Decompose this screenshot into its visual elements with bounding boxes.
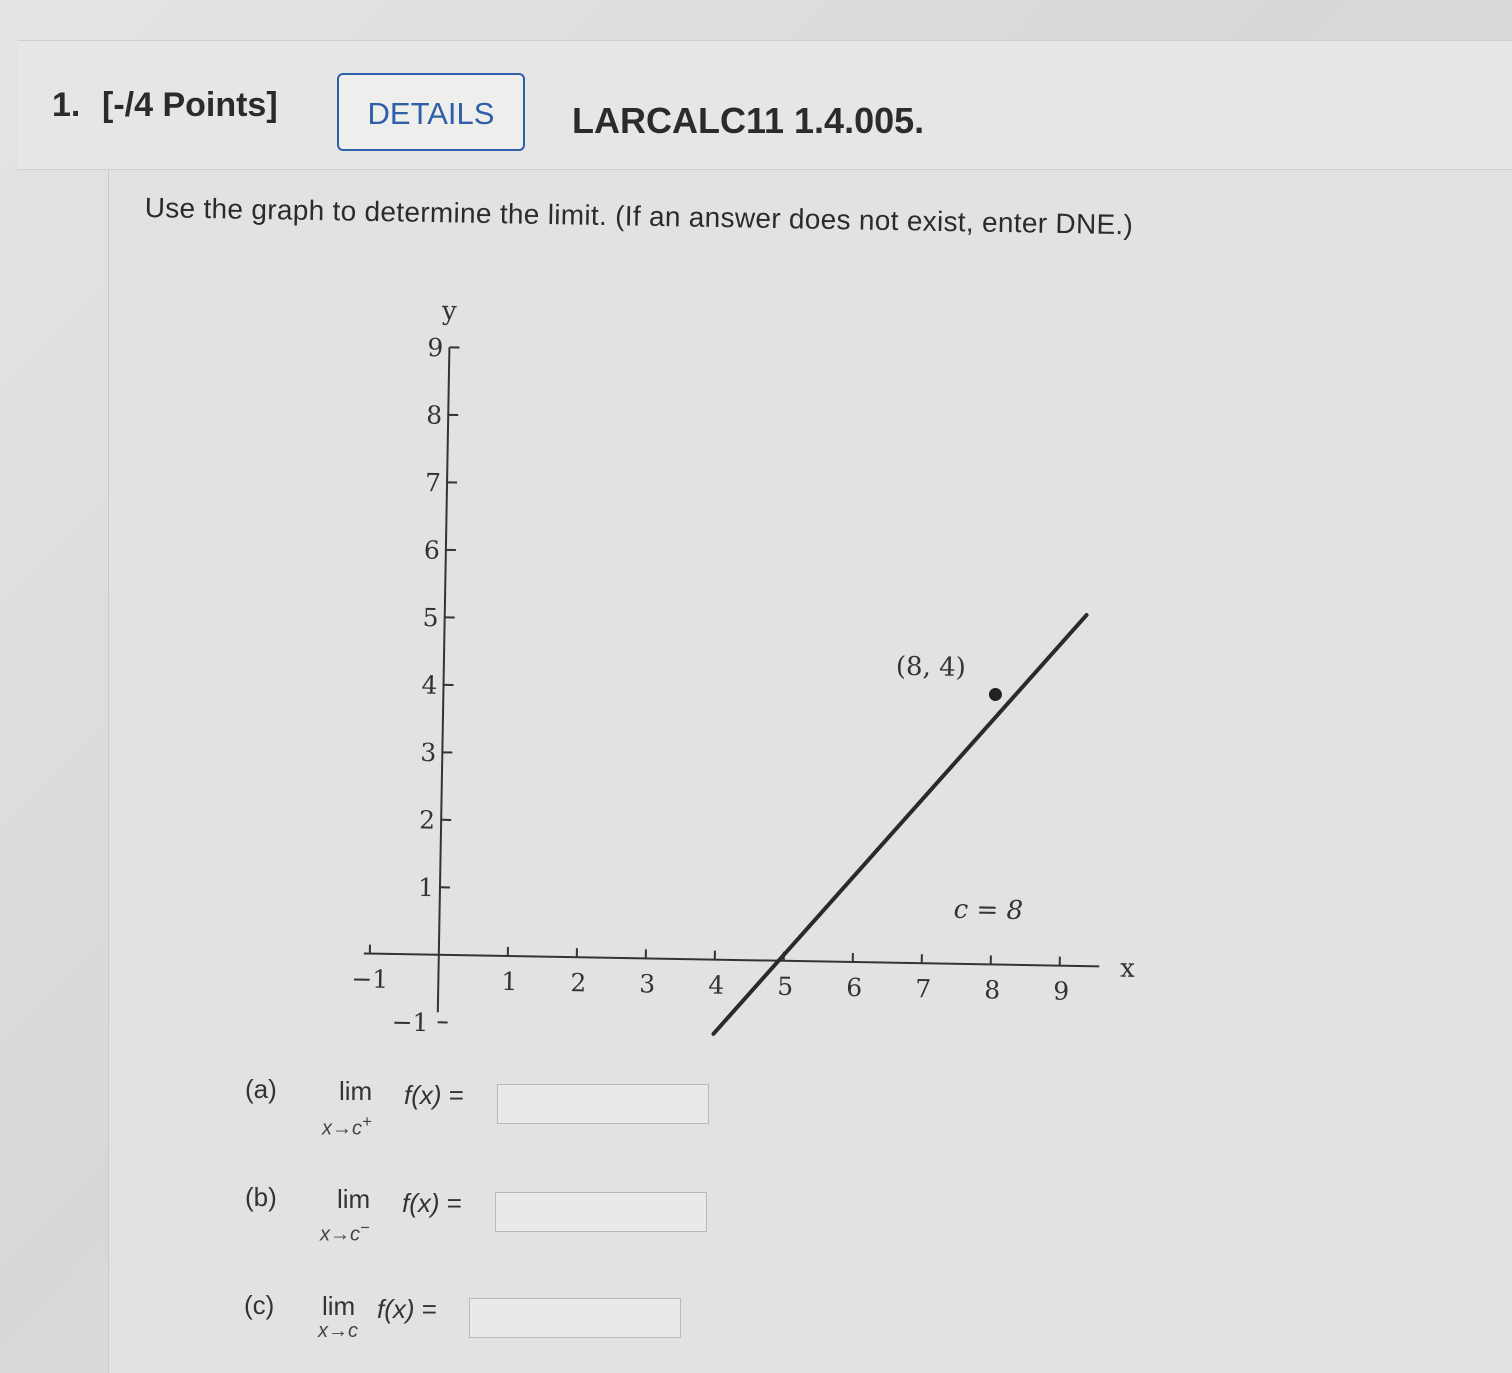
x-tick-label: 5: [777, 971, 794, 1001]
part-b-side: −: [360, 1218, 370, 1237]
part-b-subscript: x→c−: [320, 1218, 370, 1246]
part-a-lim: lim: [339, 1076, 373, 1106]
c-annotation: c = 8: [953, 894, 1024, 926]
part-c-expression: f(x) =: [377, 1294, 437, 1324]
x-tick-label: 3: [639, 969, 656, 999]
x-tick-label: 7: [915, 974, 932, 1004]
x-tick-label: −1: [351, 964, 389, 994]
part-c-subscript: x→c: [318, 1320, 358, 1342]
x-axis-label: x: [1119, 953, 1136, 984]
part-a-subscript: x→c+: [322, 1112, 372, 1140]
part-b-answer-input[interactable]: [495, 1192, 707, 1232]
part-b-expression: f(x) =: [402, 1188, 462, 1218]
part-c-lim: lim: [322, 1291, 356, 1321]
y-tick-label: 6: [423, 535, 441, 565]
y-tick-label: 5: [422, 602, 439, 633]
details-button[interactable]: DETAILS: [337, 73, 525, 151]
limit-graph: [340, 260, 1140, 1060]
x-axis: [364, 953, 1099, 966]
y-tick-label: 3: [420, 737, 437, 768]
x-tick-label: 1: [501, 966, 518, 997]
part-c-answer-input[interactable]: [469, 1298, 681, 1338]
part-a-expression: f(x) =: [404, 1080, 464, 1110]
part-c-label: (c): [244, 1290, 275, 1320]
y-axis-label: y: [441, 296, 458, 327]
y-tick-label: 2: [418, 805, 436, 835]
part-b-label: (b): [245, 1182, 277, 1212]
point-label: (8, 4): [895, 651, 967, 683]
x-tick-label: 9: [1053, 976, 1070, 1006]
y-tick-label: 7: [424, 467, 442, 498]
x-tick-label: 8: [984, 975, 1001, 1005]
y-tick-label: 1: [417, 872, 435, 903]
question-code: LARCALC11 1.4.005.: [572, 100, 925, 141]
part-a-answer-input[interactable]: [497, 1084, 709, 1124]
y-axis: [438, 347, 450, 1012]
x-tick-label: 4: [708, 970, 725, 1000]
x-tick-label: 6: [846, 972, 863, 1003]
question-number: 1.: [52, 86, 81, 124]
y-tick-label: 8: [425, 400, 443, 430]
question-points: [-/4 Points]: [102, 86, 278, 124]
part-a-side: +: [362, 1112, 372, 1131]
y-tick-label: −1: [391, 1007, 429, 1038]
instruction-text: Use the graph to determine the limit. (If an answer does not exist, enter DNE.): [144, 192, 1134, 241]
y-tick-label: 9: [427, 332, 444, 363]
part-b-lim: lim: [337, 1184, 371, 1214]
point-8-4: [989, 688, 1002, 701]
x-tick-label: 2: [570, 968, 587, 998]
part-a-label: (a): [245, 1074, 277, 1104]
y-tick-label: 4: [421, 670, 438, 700]
